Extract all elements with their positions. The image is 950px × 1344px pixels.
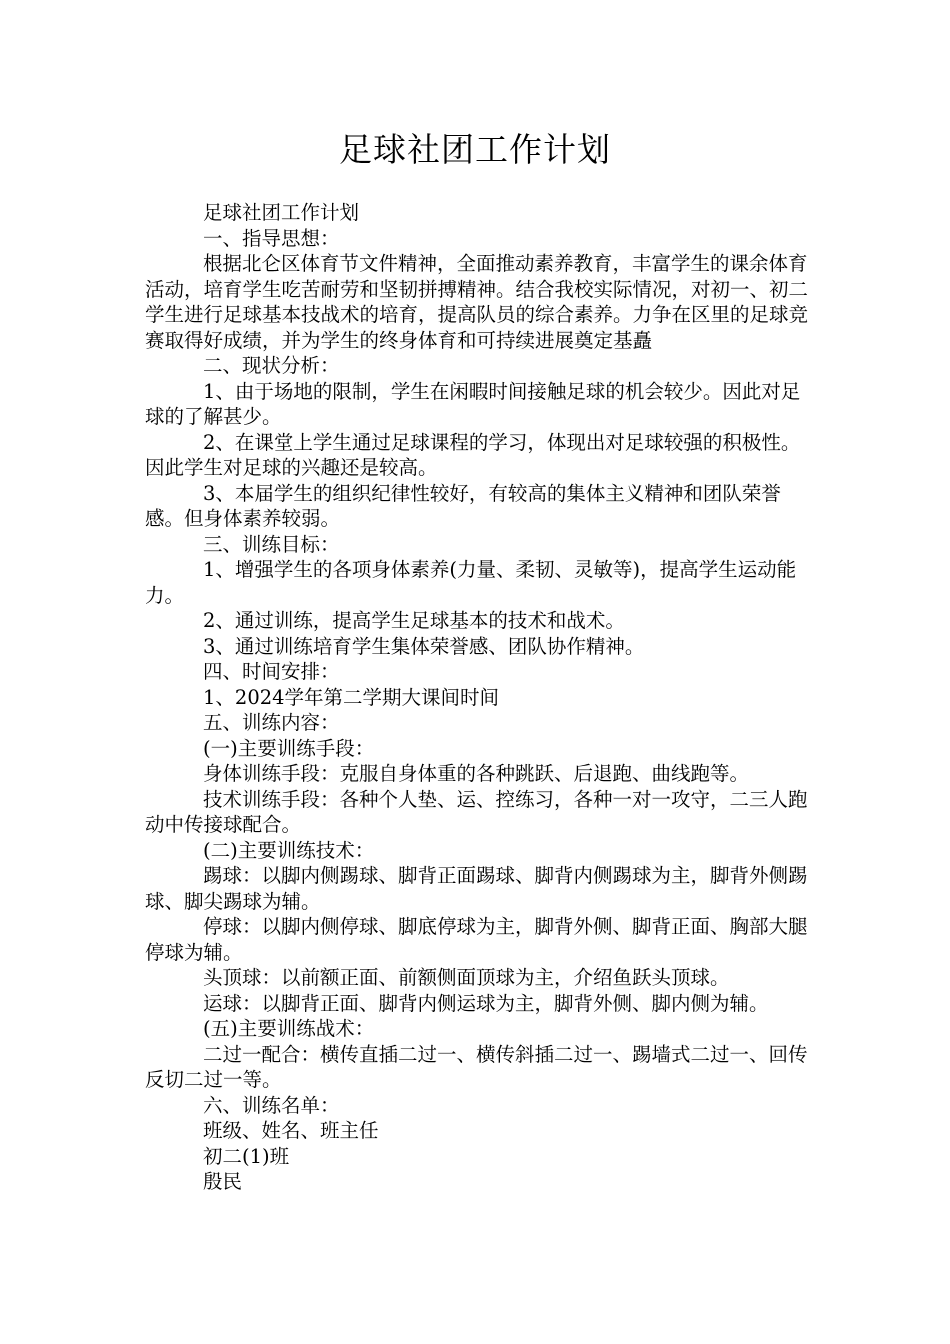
paragraph-schedule-1: 1、2024学年第二学期大课间时间 — [203, 685, 500, 709]
roster-name: 殷民 — [203, 1170, 243, 1193]
paragraph-status-2: 2、在课堂上学生通过足球课程的学习，体现出对足球较强的积极性。因此学生对足球的兴趣还是较高。 — [145, 430, 801, 479]
subheading-training-tactics: (五)主要训练战术： — [203, 1017, 375, 1040]
heading-training-roster: 六、训练名单： — [203, 1093, 340, 1117]
heading-training-goals: 三、训练目标： — [203, 532, 340, 556]
paragraph-one-two-pass: 二过一配合：横传直插二过一、横传斜插二过一、踢墙式二过一、回传反切二过一等。 — [145, 1042, 808, 1091]
roster-class: 初二(1)班 — [203, 1144, 290, 1168]
paragraph-status-3: 3、本届学生的组织纪律性较好，有较高的集体主义精神和团队荣誉感。但身体素养较弱。 — [145, 481, 781, 530]
paragraph-physical-training: 身体训练手段：克服自身体重的各种跳跃、后退跑、曲线跑等。 — [203, 762, 750, 785]
roster-header: 班级、姓名、班主任 — [203, 1119, 379, 1142]
paragraph-subtitle: 足球社团工作计划 — [203, 201, 360, 224]
heading-status-analysis: 二、现状分析： — [203, 354, 340, 377]
paragraph-status-1: 1、由于场地的限制，学生在闲暇时间接触足球的机会较少。因此对足球的了解甚少。 — [145, 379, 801, 428]
paragraph-goal-2: 2、通过训练，提高学生足球基本的技术和战术。 — [203, 609, 625, 632]
paragraph-goal-3: 3、通过训练培育学生集体荣誉感、团队协作精神。 — [203, 634, 645, 658]
heading-training-content: 五、训练内容： — [203, 711, 340, 734]
subheading-training-means: (一)主要训练手段： — [203, 736, 375, 760]
paragraph-technical-training: 技术训练手段：各种个人垫、运、控练习，各种一对一攻守，二三人跑动中传接球配合。 — [145, 787, 808, 836]
heading-guiding-thought: 一、指导思想： — [203, 226, 340, 250]
document-title: 足球社团工作计划 — [339, 130, 611, 169]
paragraph-guiding-thought: 根据北仑区体育节文件精神，全面推动素养教育，丰富学生的课余体育活动，培育学生吃苦耐劳和坚韧拼搏精神。结合我校实际情况，对初一、初二学生进行足球基本技战术的培育，提高队员的综合素养。力争在区里的足球竞赛取得好成绩，并为学生的终身体育和可持续进展奠定基矗 — [145, 252, 809, 352]
document-body — [145, 200, 811, 1195]
paragraph-dribbling: 运球：以脚背正面、脚背内侧运球为主，脚背外侧、脚内侧为辅。 — [203, 991, 769, 1015]
paragraph-kicking: 踢球：以脚内侧踢球、脚背正面踢球、脚背内侧踢球为主，脚背外侧踢球、脚尖踢球为辅。 — [145, 864, 808, 913]
paragraph-trapping: 停球：以脚内侧停球、脚底停球为主，脚背外侧、脚背正面、胸部大腿停球为辅。 — [145, 915, 808, 964]
paragraph-heading: 头顶球：以前额正面、前额侧面顶球为主，介绍鱼跃头顶球。 — [203, 966, 730, 989]
subheading-training-techniques: (二)主要训练技术： — [203, 838, 375, 862]
paragraph-goal-1: 1、增强学生的各项身体素养(力量、柔韧、灵敏等)，提高学生运动能力。 — [145, 558, 797, 607]
heading-schedule: 四、时间安排： — [203, 660, 340, 683]
